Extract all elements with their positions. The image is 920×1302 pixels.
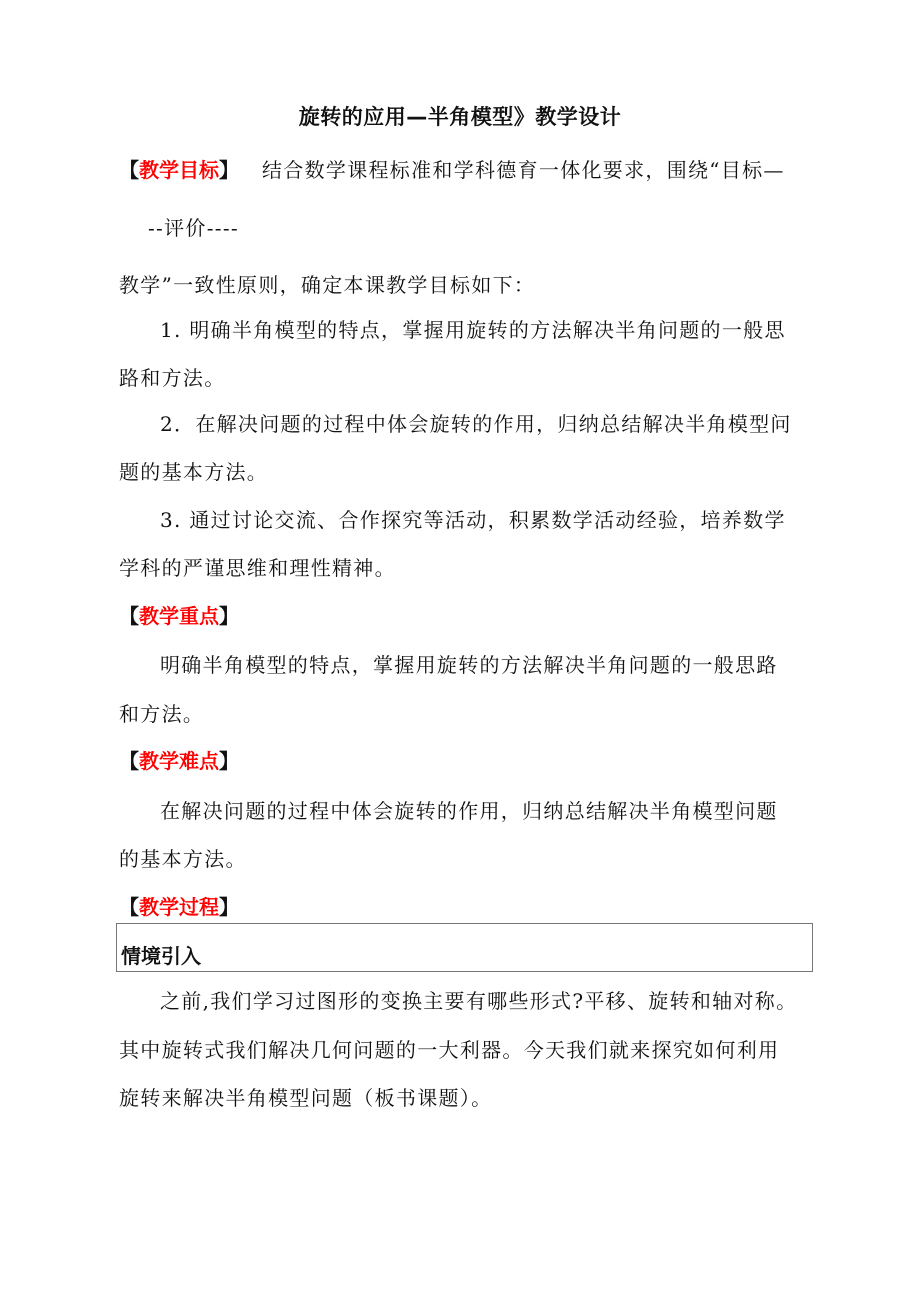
difficulties-line2: 的基本方法。 — [119, 847, 247, 871]
bracket-close: 】 — [219, 158, 239, 182]
process-paragraph-line1: 之前,我们学习过图形的变换主要有哪些形式?平移、旋转和轴对称。 — [160, 989, 798, 1013]
bracket-close: 】 — [219, 604, 239, 628]
objective-item-1-line2: 路和方法。 — [119, 366, 226, 390]
section-heading-objectives — [119, 156, 239, 184]
objective-item-3-line2: 学科的严谨思维和理性精神。 — [119, 556, 396, 580]
heading-label: 教学难点 — [139, 749, 219, 773]
bracket-open: 【 — [119, 895, 139, 919]
heading-label: 教学重点 — [139, 604, 219, 628]
subsection-box — [116, 923, 813, 972]
objectives-intro-line2: --评价---- — [148, 216, 239, 240]
bracket-open: 【 — [119, 749, 139, 773]
bracket-close: 】 — [219, 749, 239, 773]
heading-label: 教学过程 — [139, 895, 219, 919]
objectives-intro-line1: 结合数学课程标准和学科德育一体化要求，围绕“目标— — [262, 158, 785, 182]
bracket-open: 【 — [119, 604, 139, 628]
objective-item-3-line1: 3. 通过讨论交流、合作探究等活动，积累数学活动经验，培养数学 — [160, 508, 786, 532]
section-heading-key-points — [119, 602, 239, 630]
key-points-line2: 和方法。 — [119, 702, 205, 726]
objective-item-1-line1: 1. 明确半角模型的特点，掌握用旋转的方法解决半角问题的一般思 — [160, 318, 786, 342]
key-points-line1: 明确半角模型的特点，掌握用旋转的方法解决半角问题的一般思路 — [160, 653, 778, 677]
bracket-close: 】 — [219, 895, 239, 919]
heading-label: 教学目标 — [139, 158, 219, 182]
objective-item-2-line2: 题的基本方法。 — [119, 460, 269, 484]
process-paragraph-line2: 其中旋转式我们解决几何问题的一大利器。今天我们就来探究如何利用 — [119, 1038, 780, 1062]
document-title: 旋转的应用—半角模型》教学设计 — [298, 105, 622, 129]
section-heading-process — [119, 893, 239, 921]
section-heading-difficulties — [119, 747, 239, 775]
process-paragraph-line3: 旋转来解决半角模型问题（板书课题）。 — [119, 1086, 493, 1110]
objectives-intro-line3: 教学”一致性原则，确定本课教学目标如下： — [119, 273, 536, 297]
objective-item-2-line1: 2．在解决问题的过程中体会旋转的作用，归纳总结解决半角模型问 — [160, 412, 792, 436]
bracket-open: 【 — [119, 158, 139, 182]
difficulties-line1: 在解决问题的过程中体会旋转的作用，归纳总结解决半角模型问题 — [160, 799, 778, 823]
subsection-label: 情境引入 — [121, 944, 201, 968]
